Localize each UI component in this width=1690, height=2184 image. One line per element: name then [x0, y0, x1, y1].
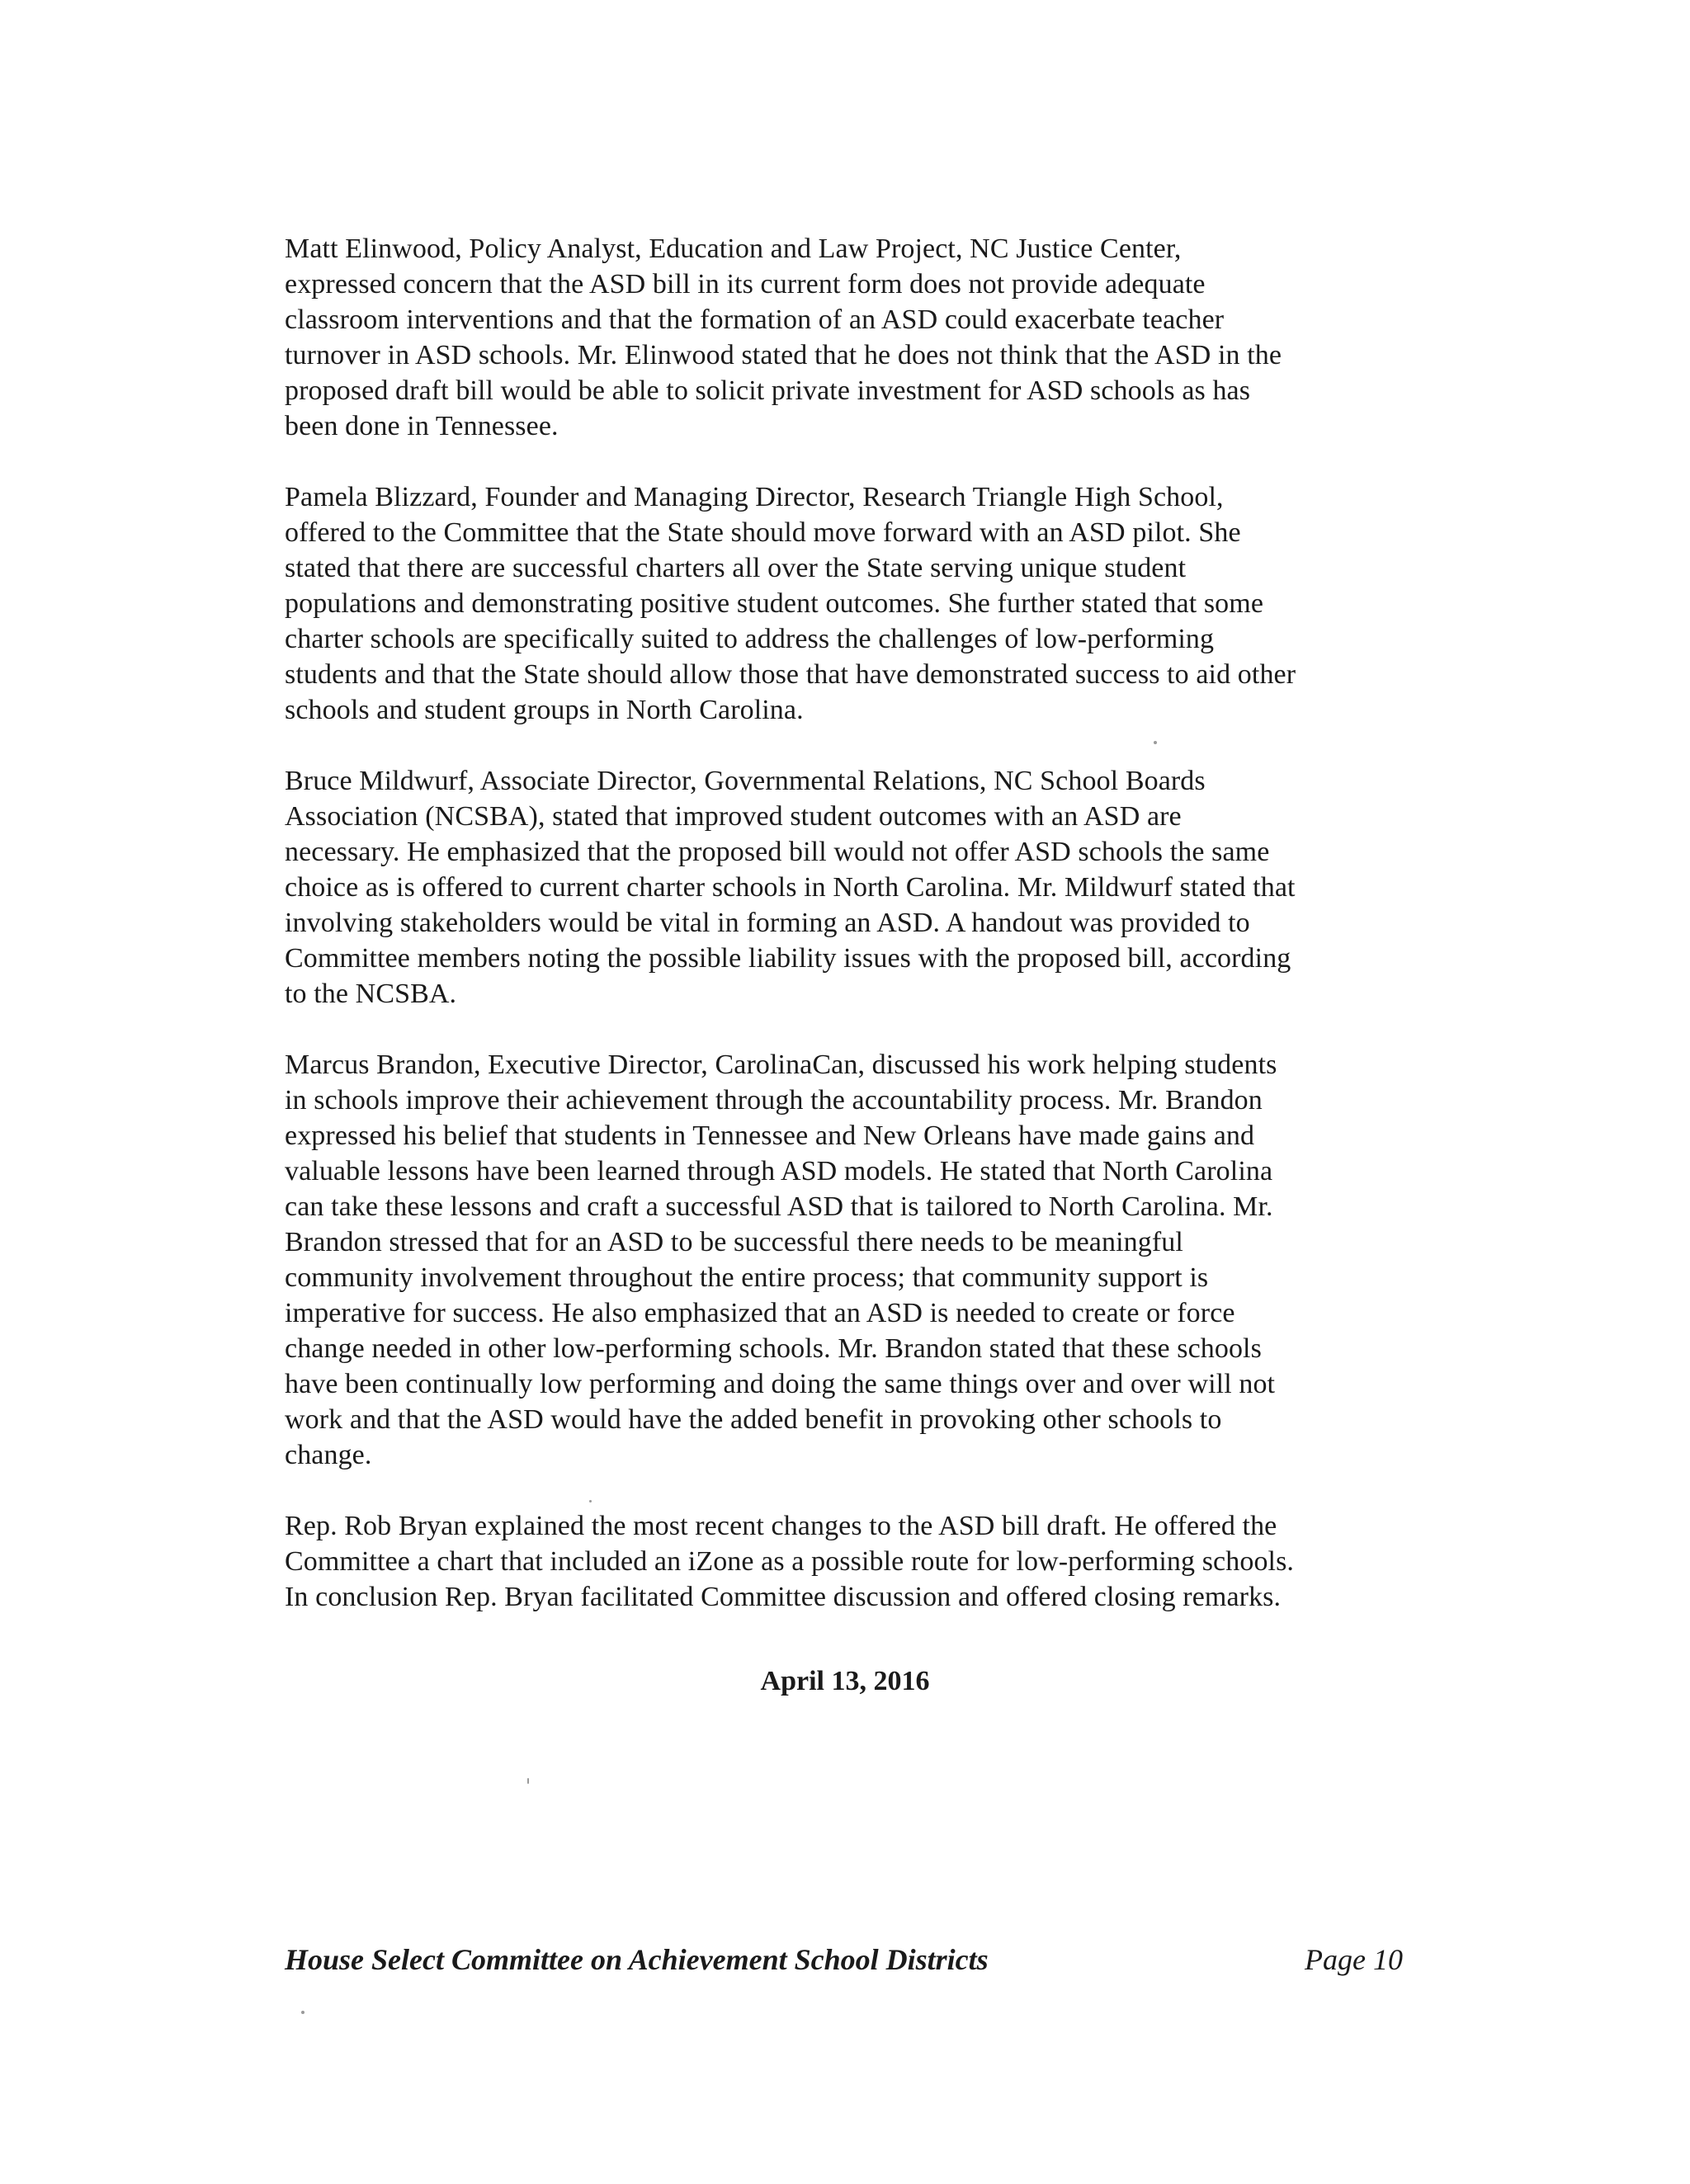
text-line: change. — [285, 1440, 372, 1470]
scan-speck — [527, 1778, 529, 1784]
text-line: valuable lessons have been learned through ASD models. He stated that North Carolina — [285, 1156, 1273, 1186]
paragraph-brandon — [285, 1047, 1395, 1473]
text-line: Association (NCSBA), stated that improved student outcomes with an ASD are — [285, 801, 1182, 832]
text-line: have been continually low performing and doing the same things over and over will not — [285, 1369, 1276, 1399]
paragraph-bryan — [285, 1508, 1395, 1615]
text-line: Brandon stressed that for an ASD to be successful there needs to be meaningful — [285, 1227, 1183, 1257]
text-line: Rep. Rob Bryan explained the most recent changes to the ASD bill draft. He offered the — [285, 1511, 1277, 1541]
text-line: schools and student groups in North Carolina. — [285, 695, 804, 725]
text-line: Marcus Brandon, Executive Director, CarolinaCan, discussed his work helping students — [285, 1050, 1277, 1080]
paragraph-blizzard — [285, 479, 1395, 728]
body-text — [285, 231, 1395, 1650]
scan-speck — [589, 1500, 592, 1502]
text-line: classroom interventions and that the formation of an ASD could exacerbate teacher — [285, 304, 1225, 335]
text-line: Matt Elinwood, Policy Analyst, Education and Law Project, NC Justice Center, — [285, 233, 1182, 264]
page-footer — [285, 1941, 1403, 1979]
footer-page-number: Page 10 — [1305, 1943, 1403, 1976]
text-line: can take these lessons and craft a successful ASD that is tailored to North Carolina. Mr. — [285, 1191, 1273, 1222]
text-line: choice as is offered to current charter schools in North Carolina. Mr. Mildwurf stated that — [285, 872, 1296, 903]
paragraph-elinwood — [285, 231, 1395, 444]
text-line: populations and demonstrating positive student outcomes. She further stated that some — [285, 588, 1264, 619]
text-line: Committee a chart that included an iZone as a possible route for low-performing schools. — [285, 1546, 1295, 1577]
text-line: Pamela Blizzard, Founder and Managing Director, Research Triangle High School, — [285, 482, 1224, 512]
text-line: offered to the Committee that the State should move forward with an ASD pilot. She — [285, 517, 1241, 548]
text-line: turnover in ASD schools. Mr. Elinwood stated that he does not think that the ASD in the — [285, 340, 1282, 370]
text-line: been done in Tennessee. — [285, 411, 559, 441]
text-line: expressed his belief that students in Tennessee and New Orleans have made gains and — [285, 1120, 1255, 1151]
scan-speck — [1154, 741, 1157, 744]
paragraph-mildwurf — [285, 763, 1395, 1012]
text-line: involving stakeholders would be vital in forming an ASD. A handout was provided to — [285, 908, 1250, 938]
text-line: Bruce Mildwurf, Associate Director, Governmental Relations, NC School Boards — [285, 766, 1206, 796]
footer-committee-title: House Select Committee on Achievement School Districts — [285, 1943, 989, 1976]
text-line: imperative for success. He also emphasized that an ASD is needed to create or force — [285, 1298, 1235, 1328]
text-line: In conclusion Rep. Bryan facilitated Committee discussion and offered closing remarks. — [285, 1582, 1282, 1612]
text-line: work and that the ASD would have the added benefit in provoking other schools to — [285, 1404, 1222, 1435]
text-line: community involvement throughout the entire process; that community support is — [285, 1262, 1209, 1293]
text-line: in schools improve their achievement through the accountability process. Mr. Brandon — [285, 1085, 1263, 1116]
text-line: change needed in other low-performing schools. Mr. Brandon stated that these schools — [285, 1333, 1262, 1364]
text-line: expressed concern that the ASD bill in its current form does not provide adequate — [285, 269, 1206, 300]
text-line: students and that the State should allow those that have demonstrated success to aid other — [285, 659, 1296, 690]
text-line: Committee members noting the possible liability issues with the proposed bill, according — [285, 943, 1291, 974]
text-line: to the NCSBA. — [285, 979, 457, 1009]
meeting-date-heading: April 13, 2016 — [760, 1666, 930, 1696]
text-line: charter schools are specifically suited to address the challenges of low-performing — [285, 624, 1215, 654]
text-line: stated that there are successful charters all over the State serving unique student — [285, 553, 1187, 583]
text-line: necessary. He emphasized that the proposed bill would not offer ASD schools the same — [285, 837, 1270, 867]
text-line: proposed draft bill would be able to solicit private investment for ASD schools as has — [285, 375, 1251, 406]
scan-speck — [301, 2011, 304, 2014]
